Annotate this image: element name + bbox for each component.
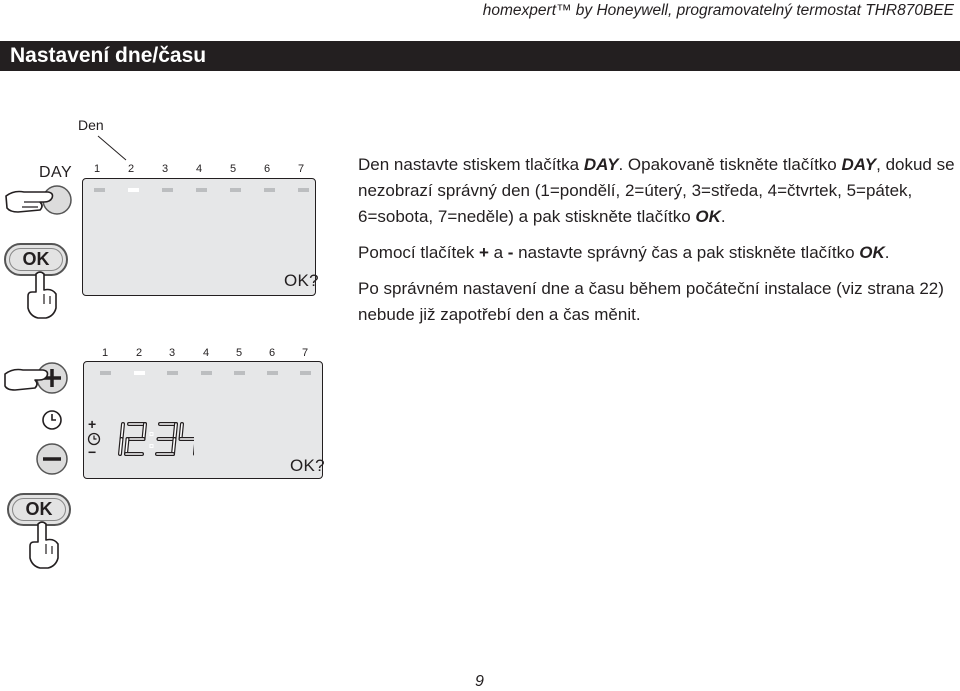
time-colon bbox=[150, 433, 153, 436]
keyword-plus: + bbox=[478, 243, 489, 262]
pointing-hand-icon bbox=[22, 270, 62, 320]
day-indicator bbox=[267, 371, 278, 375]
section-title: Nastavení dne/času bbox=[0, 41, 960, 71]
keyword-day: DAY bbox=[841, 155, 877, 174]
day-number: 6 bbox=[263, 163, 271, 175]
day-indicator bbox=[234, 371, 245, 375]
den-callout-label: Den bbox=[78, 117, 104, 133]
callout-line bbox=[96, 134, 136, 164]
keyword-minus: - bbox=[507, 243, 514, 262]
day-indicator bbox=[300, 371, 311, 375]
time-readout bbox=[102, 420, 194, 460]
day-number: 7 bbox=[297, 163, 305, 175]
day-number: 3 bbox=[168, 347, 176, 359]
lcd-display-time bbox=[83, 361, 323, 479]
text-run: a bbox=[488, 243, 508, 262]
day-number: 6 bbox=[268, 347, 276, 359]
text-run: Den nastavte stiskem tlačítka bbox=[358, 155, 584, 174]
paragraph-note: Po správném nastavení dne a času během počáteční instalace (viz strana 22) nebude již zapotřebí den a čas měnit. bbox=[358, 279, 944, 324]
ok-prompt: OK? bbox=[290, 456, 325, 475]
day-number: 5 bbox=[235, 347, 243, 359]
day-indicator bbox=[100, 371, 111, 375]
instructions-text bbox=[358, 152, 958, 338]
day-indicator bbox=[264, 188, 275, 192]
document-header: homexpert™ by Honeywell, programovatelný termostat THR870BEE bbox=[482, 2, 954, 19]
day-indicator-active bbox=[128, 188, 139, 192]
day-indicator bbox=[94, 188, 105, 192]
day-number: 4 bbox=[202, 347, 210, 359]
day-indicator bbox=[201, 371, 212, 375]
lcd-display-day bbox=[82, 178, 319, 296]
day-indicator bbox=[196, 188, 207, 192]
day-indicator-active bbox=[134, 371, 145, 375]
day-indicator bbox=[167, 371, 178, 375]
day-button-press-icon[interactable] bbox=[4, 180, 74, 220]
lcd-minus-symbol: − bbox=[88, 444, 97, 460]
day-indicator bbox=[230, 188, 241, 192]
ok-button-label: OK bbox=[25, 499, 53, 519]
day-number: 2 bbox=[135, 347, 143, 359]
day-number: 7 bbox=[301, 347, 309, 359]
text-run: , dokud se nezobrazí správný den (1=pondělí, 2=úterý, 3=středa, 4=čtvrtek, 5=pátek, 6=sobota, 7=neděle) a pak stiskněte tlačítko bbox=[358, 155, 955, 226]
clock-icon bbox=[40, 408, 64, 432]
text-run: . bbox=[884, 243, 890, 262]
time-colon bbox=[150, 445, 153, 448]
day-number: 2 bbox=[127, 163, 135, 175]
day-indicator bbox=[162, 188, 173, 192]
minus-button-icon[interactable] bbox=[35, 442, 69, 476]
text-run: Pomocí tlačítek bbox=[358, 243, 479, 262]
paragraph-day bbox=[358, 152, 958, 230]
text-run: nastavte správný čas a pak stiskněte tlačítko bbox=[513, 243, 860, 262]
text-run: . bbox=[720, 207, 726, 226]
ok-button-label: OK bbox=[22, 249, 50, 269]
keyword-ok: OK bbox=[695, 207, 721, 226]
text-run: . Opakovaně tiskněte tlačítko bbox=[618, 155, 842, 174]
page-number: 9 bbox=[475, 673, 484, 690]
day-button-label: DAY bbox=[39, 164, 73, 181]
paragraph-time bbox=[358, 240, 958, 266]
day-number: 1 bbox=[93, 163, 101, 175]
keyword-day: DAY bbox=[583, 155, 619, 174]
day-number: 3 bbox=[161, 163, 169, 175]
pointing-hand-icon bbox=[24, 520, 64, 570]
ok-prompt: OK? bbox=[284, 271, 319, 290]
lcd-plus-symbol: + bbox=[88, 416, 97, 432]
day-number: 4 bbox=[195, 163, 203, 175]
keyword-ok: OK bbox=[859, 243, 885, 262]
day-number: 1 bbox=[101, 347, 109, 359]
day-number: 5 bbox=[229, 163, 237, 175]
plus-button-press-icon[interactable] bbox=[3, 360, 69, 396]
day-indicator bbox=[298, 188, 309, 192]
